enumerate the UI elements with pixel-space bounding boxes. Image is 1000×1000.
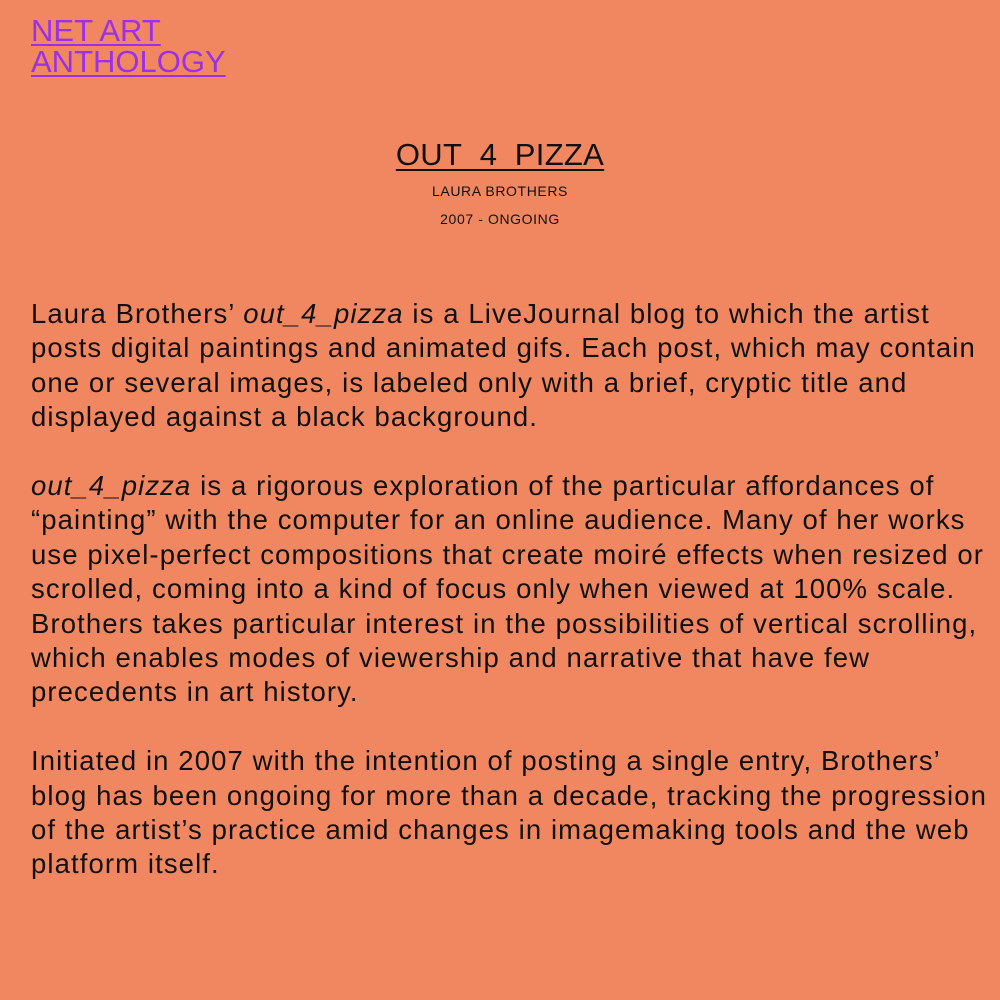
p1-prefix: Laura Brothers’ xyxy=(31,298,244,329)
p2-work-title: out_4_pizza xyxy=(31,470,192,502)
p1-work-title: out_4_pizza xyxy=(243,298,404,329)
description-paragraph-3: Initiated in 2007 with the intention of posting a single entry, Brothers’ blog has been ongoing for more than a decade, tracking the progression of the artist’s practice amid changes in imagemaking tools and the web platform itself. xyxy=(31,745,988,880)
site-title-line1: NET ART xyxy=(31,13,161,48)
description-paragraph-2 xyxy=(31,469,991,710)
work-description xyxy=(31,297,991,916)
site-title-link[interactable] xyxy=(31,15,226,77)
description-paragraph-1 xyxy=(31,297,991,435)
artist-name: LAURA BROTHERS xyxy=(432,183,568,199)
work-title-link[interactable]: OUT_4_PIZZA xyxy=(395,137,605,172)
p2-suffix: is a rigorous exploration of the particular affordances of “painting” with the computer for an online audience. Many of her works use pixel-perfect compositions that create moiré effects when resized or scrolled, coming into a kind of focus only when viewed at 100% scale. Brothers takes particular interest in the possibilities of vertical scrolling, which enables modes of viewership and narrative that have few precedents in art history. xyxy=(31,470,984,708)
p1-suffix: is a LiveJournal blog to which the artist posts digital paintings and animated gifs. Each post, which may contain one or several images, is labeled only with a brief, cryptic title and displayed against a black background. xyxy=(31,298,976,433)
site-title-line2: ANTHOLOGY xyxy=(31,44,226,79)
work-header xyxy=(0,137,1000,233)
work-dates: 2007 - ONGOING xyxy=(440,211,560,227)
